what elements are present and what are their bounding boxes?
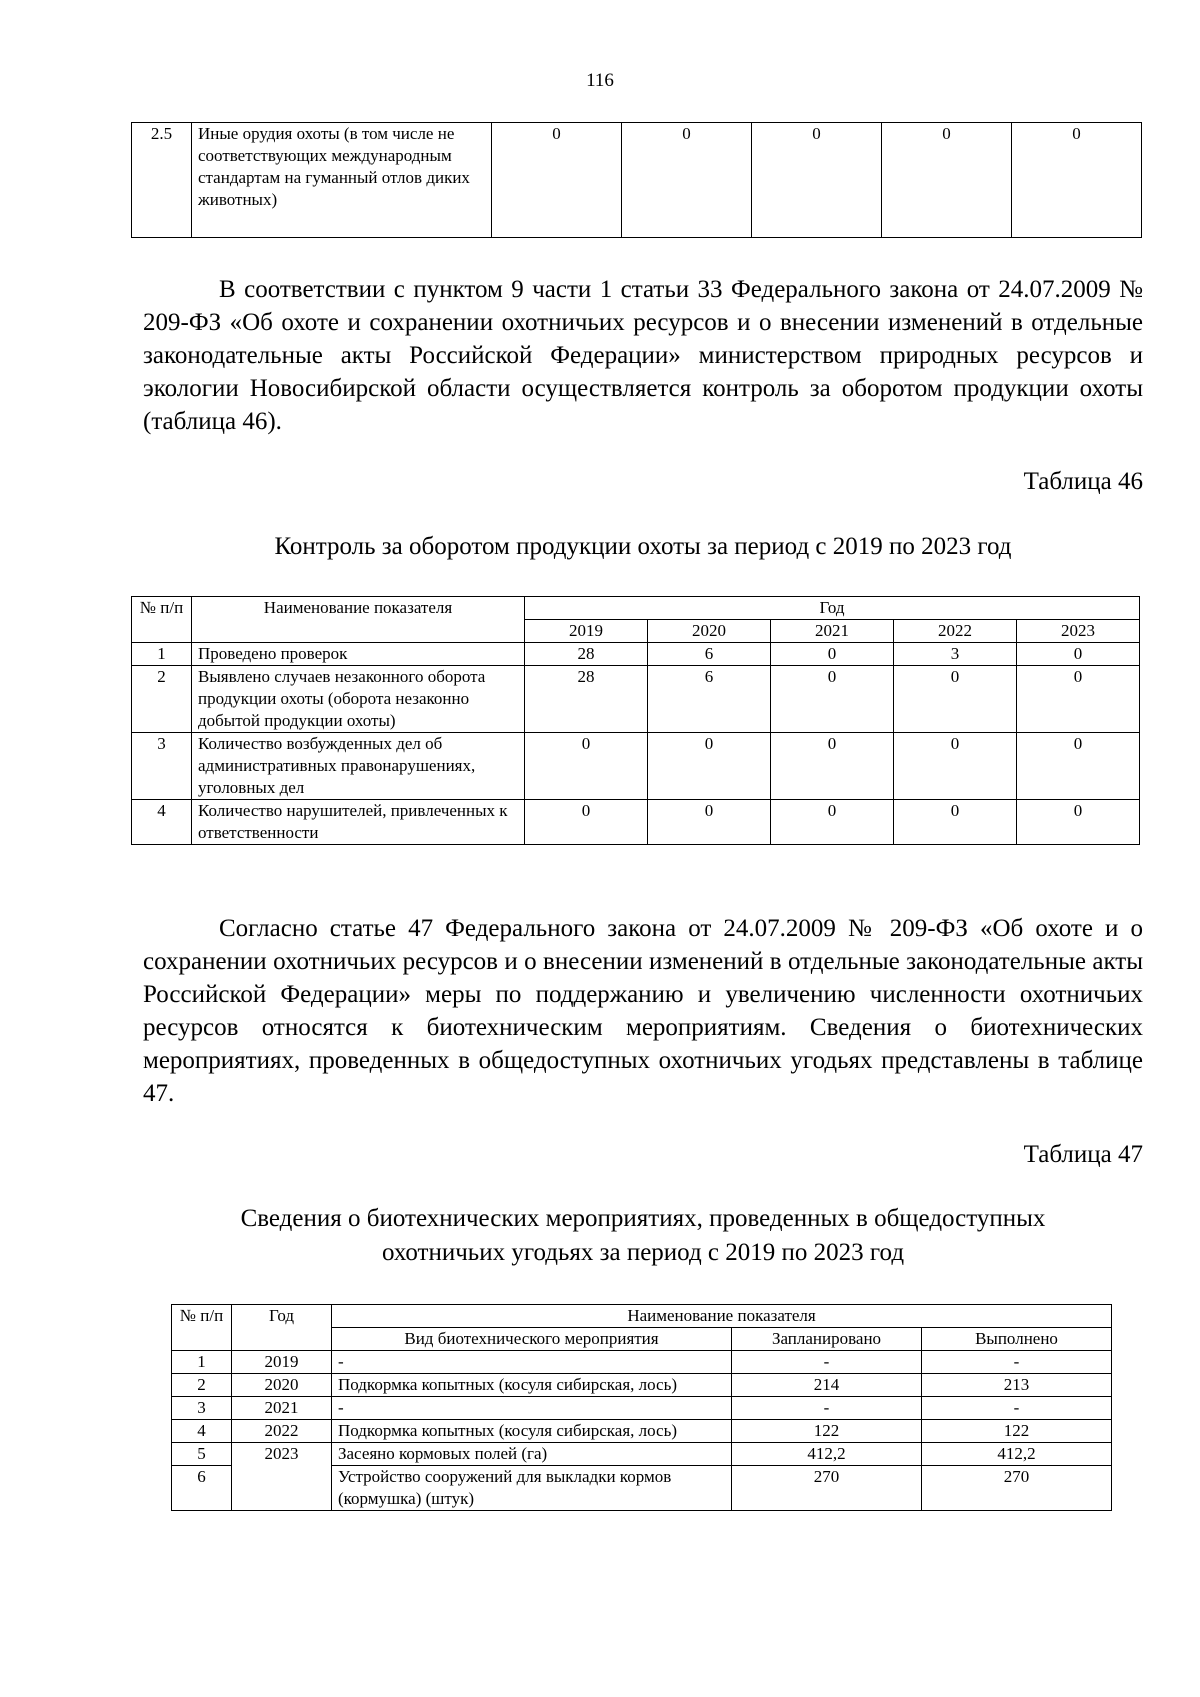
kind-cell: -: [332, 1351, 732, 1374]
header-year-cell: 2023: [1017, 620, 1140, 643]
header-name: Наименование показателя: [192, 597, 525, 643]
value-cell: 0: [771, 666, 894, 733]
value-cell: 0: [1017, 800, 1140, 845]
row-number: 6: [172, 1466, 232, 1511]
paragraph-control: В соответствии с пунктом 9 части 1 статьи 33 Федерального закона от 24.07.2009 № 209-ФЗ «Об охоте и сохранении охотничьих ресурсов и о внесении изменений в отдельные законодательные акты Российской Федерации» министерством природных ресурсов и экологии Новосибирской области осуществляется контроль за оборотом продукции охоты (таблица 46).: [143, 276, 1143, 435]
table-row: [172, 1374, 1112, 1397]
row-number: 1: [132, 643, 192, 666]
row-number: 4: [172, 1420, 232, 1443]
header-year-cell: 2021: [771, 620, 894, 643]
planned-cell: 122: [732, 1420, 922, 1443]
table-row: [172, 1420, 1112, 1443]
value-cell: 0: [894, 800, 1017, 845]
kind-cell: -: [332, 1397, 732, 1420]
row-number: 5: [172, 1443, 232, 1466]
table-row: [172, 1351, 1112, 1374]
value-cell: 0: [648, 800, 771, 845]
row-number: 2: [132, 666, 192, 733]
paragraph-biotech: Согласно статье 47 Федерального закона от 24.07.2009 № 209-ФЗ «Об охоте и о сохранении охотничьих ресурсов и о внесении изменений в отдельные законодательные акты Российской Федерации» меры по поддержанию и увеличению численности охотничьих ресурсов относятся к биотехническим мероприятиям. Сведения о биотехнических мероприятиях, проведенных в общедоступных охотничьих угодьях представлены в таблице 47.: [143, 915, 1143, 1107]
indicator-name: Проведено проверок: [192, 643, 525, 666]
value-cell: 0: [771, 643, 894, 666]
header-year-cell: 2019: [525, 620, 648, 643]
planned-cell: 270: [732, 1466, 922, 1511]
table-row: [172, 1397, 1112, 1420]
header-indicator: Наименование показателя: [332, 1305, 1112, 1328]
year-cell: 2019: [232, 1351, 332, 1374]
done-cell: 122: [922, 1420, 1112, 1443]
planned-cell: 412,2: [732, 1443, 922, 1466]
row-number: 1: [172, 1351, 232, 1374]
planned-cell: 214: [732, 1374, 922, 1397]
value-cell: 0: [882, 123, 1012, 238]
kind-cell: Засеяно кормовых полей (га): [332, 1443, 732, 1466]
year-cell: 2020: [232, 1374, 332, 1397]
row-number: 2.5: [132, 123, 192, 238]
table47-title: Сведения о биотехнических мероприятиях, проведенных в общедоступных охотничьих угодьях за период с 2019 по 2023 год: [240, 1205, 1046, 1266]
table-row: [172, 1443, 1112, 1466]
header-year: Год: [232, 1305, 332, 1351]
value-cell: 28: [525, 643, 648, 666]
done-cell: 213: [922, 1374, 1112, 1397]
header-num: № п/п: [172, 1305, 232, 1351]
table-row: [132, 733, 1140, 800]
value-cell: 0: [1017, 733, 1140, 800]
row-number: 2: [172, 1374, 232, 1397]
done-cell: 270: [922, 1466, 1112, 1511]
kind-cell: Подкормка копытных (косуля сибирская, лось): [332, 1420, 732, 1443]
value-cell: 6: [648, 643, 771, 666]
value-cell: 0: [648, 733, 771, 800]
value-cell: 0: [894, 733, 1017, 800]
kind-cell: Подкормка копытных (косуля сибирская, лось): [332, 1374, 732, 1397]
table-header-row: [132, 597, 1140, 620]
row-number: 4: [132, 800, 192, 845]
value-cell: 0: [771, 733, 894, 800]
year-cell: 2021: [232, 1397, 332, 1420]
row-number: 3: [132, 733, 192, 800]
table-row: [132, 800, 1140, 845]
value-cell: 0: [1017, 666, 1140, 733]
planned-cell: -: [732, 1351, 922, 1374]
value-cell: 0: [752, 123, 882, 238]
header-year-cell: 2020: [648, 620, 771, 643]
value-cell: 0: [1017, 643, 1140, 666]
done-cell: 412,2: [922, 1443, 1112, 1466]
table-header-row: [172, 1305, 1112, 1328]
value-cell: 0: [1012, 123, 1142, 238]
indicator-name: Иные орудия охоты (в том числе не соответствующих международным стандартам на гуманный отлов диких животных): [192, 123, 492, 238]
table-row: [132, 643, 1140, 666]
table-row: [132, 123, 1142, 238]
header-year-cell: 2022: [894, 620, 1017, 643]
indicator-name: Количество нарушителей, привлеченных к ответственности: [192, 800, 525, 845]
value-cell: 3: [894, 643, 1017, 666]
year-cell: 2022: [232, 1420, 332, 1443]
value-cell: 6: [648, 666, 771, 733]
done-cell: -: [922, 1397, 1112, 1420]
planned-cell: -: [732, 1397, 922, 1420]
done-cell: -: [922, 1351, 1112, 1374]
header-num: № п/п: [132, 597, 192, 643]
indicator-name: Выявлено случаев незаконного оборота продукции охоты (оборота незаконно добытой продукции охоты): [192, 666, 525, 733]
indicator-name: Количество возбужденных дел об административных правонарушениях, уголовных дел: [192, 733, 525, 800]
page-number: 116: [586, 70, 614, 91]
header-year: Год: [525, 597, 1140, 620]
year-cell: 2023: [232, 1443, 332, 1511]
table46: [131, 596, 1140, 845]
table46-label: Таблица 46: [1023, 468, 1143, 495]
value-cell: 0: [492, 123, 622, 238]
table47: [171, 1304, 1112, 1511]
kind-cell: Устройство сооружений для выкладки кормов (кормушка) (штук): [332, 1466, 732, 1511]
value-cell: 0: [525, 733, 648, 800]
row-number: 3: [172, 1397, 232, 1420]
value-cell: 0: [894, 666, 1017, 733]
table46-title: Контроль за оборотом продукции охоты за период с 2019 по 2023 год: [274, 533, 1012, 560]
value-cell: 0: [525, 800, 648, 845]
header-done: Выполнено: [922, 1328, 1112, 1351]
continued-table: [131, 122, 1142, 238]
table47-label: Таблица 47: [1023, 1141, 1143, 1168]
value-cell: 0: [771, 800, 894, 845]
value-cell: 0: [622, 123, 752, 238]
header-kind: Вид биотехнического мероприятия: [332, 1328, 732, 1351]
header-planned: Запланировано: [732, 1328, 922, 1351]
value-cell: 28: [525, 666, 648, 733]
table-row: [132, 666, 1140, 733]
